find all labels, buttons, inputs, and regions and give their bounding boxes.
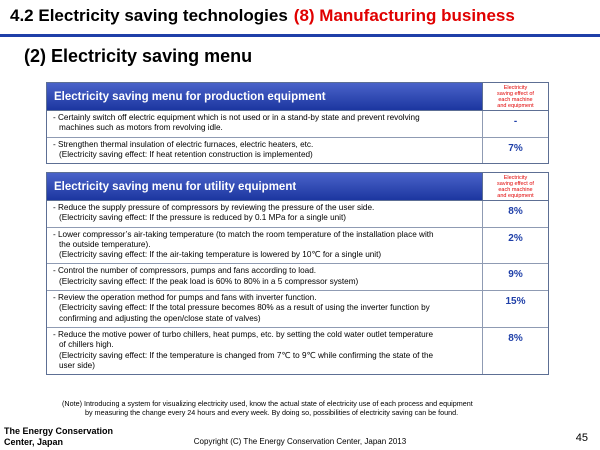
table-row <box>47 138 548 164</box>
row-text-line: (Electricity saving effect: If the pressure is reduced by 0.1 MPa for a single unit) <box>59 213 346 223</box>
row-text-line: the outside temperature). <box>59 239 151 249</box>
effect-value: 15% <box>482 291 548 327</box>
organization-line: Center, Japan <box>4 436 64 447</box>
effect-value: 8% <box>482 328 548 374</box>
table-row <box>47 111 548 138</box>
row-text-line: (Electricity saving effect: If the temperature is changed from 7℃ to 9℃ while confirming the state of the <box>59 350 434 360</box>
table-row <box>47 328 548 374</box>
utility-table <box>46 172 549 375</box>
effect-value: - <box>482 111 548 137</box>
title-underline <box>0 34 600 37</box>
footnote-line: (Note) Introducing a system for visualizing electricity used, know the actual state of electricity use of each process and equipment <box>62 399 473 408</box>
effect-value: 2% <box>482 228 548 264</box>
row-description <box>47 201 482 227</box>
utility-heading: Electricity saving menu for utility equipment <box>47 173 482 200</box>
effect-header-line: and equipment <box>497 192 534 199</box>
production-heading: Electricity saving menu for production equipment <box>47 83 482 110</box>
effect-column-header <box>482 83 548 110</box>
utility-table-header <box>47 173 548 201</box>
effect-header-line: and equipment <box>497 102 534 109</box>
effect-value: 8% <box>482 201 548 227</box>
table-row <box>47 228 548 265</box>
copyright-text: Copyright (C) The Energy Conservation Center, Japan 2013 <box>193 437 407 446</box>
row-description <box>47 328 482 374</box>
title-accent: (8) Manufacturing business <box>293 6 515 25</box>
table-row <box>47 264 548 291</box>
production-table-header <box>47 83 548 111</box>
row-description <box>47 111 482 137</box>
page-number: 45 <box>575 432 588 444</box>
row-text-line: (Electricity saving effect: If the peak load is 60% to 80% in a 5 compressor system) <box>59 276 359 286</box>
effect-header-line: saving effect of <box>497 180 534 187</box>
row-text-line: - Strengthen thermal insulation of electric furnaces, electric heaters, etc. <box>53 139 314 149</box>
row-text-line: (Electricity saving effect: If the total pressure becomes 80% as a result of using the inverter function by <box>59 303 430 313</box>
row-description <box>47 291 482 327</box>
row-text-line: - Reduce the supply pressure of compressors by reviewing the pressure of the user side. <box>53 203 375 212</box>
row-description <box>47 228 482 264</box>
footnote <box>62 400 572 417</box>
effect-header-line: each machine <box>498 186 533 193</box>
production-table <box>46 82 549 164</box>
row-text-line: - Certainly switch off electric equipment which is not used or in a stand-by state and prevent revolving <box>53 113 420 122</box>
row-text-line: (Electricity saving effect: If the air-taking temperature is lowered by 10℃ for a single unit) <box>59 250 382 260</box>
effect-header-line: saving effect of <box>497 90 534 97</box>
row-description <box>47 264 482 290</box>
row-text-line: confirming and adjusting the open/close state of valves) <box>59 313 261 323</box>
row-text-line: - Control the number of compressors, pumps and fans according to load. <box>53 266 317 276</box>
row-text-line: - Review the operation method for pumps and fans with inverter function. <box>53 293 317 303</box>
footnote-line: by measuring the change every 24 hours and every week. By doing so, possibilities of electricity saving can be found. <box>85 407 459 417</box>
row-text-line: - Lower compressor’s air-taking temperature (to match the room temperature of the installation place with <box>53 229 434 239</box>
row-text-line: of chillers high. <box>59 340 114 350</box>
title-main: 4.2 Electricity saving technologies <box>10 6 288 25</box>
section-subtitle: (2) Electricity saving menu <box>24 46 253 66</box>
effect-header-line: each machine <box>498 96 533 103</box>
effect-header-line: Electricity <box>503 84 528 91</box>
row-text-line: machines such as motors from revolving idle. <box>59 123 223 133</box>
effect-value: 7% <box>482 138 548 164</box>
title-bar <box>0 0 600 37</box>
row-text-line: user side) <box>59 360 95 370</box>
page-title <box>10 6 515 26</box>
table-row <box>47 291 548 328</box>
row-text-line: (Electricity saving effect: If heat retention construction is implemented) <box>59 149 313 159</box>
row-text-line: - Reduce the motive power of turbo chillers, heat pumps, etc. by setting the cold water outlet temperature <box>53 329 434 339</box>
effect-value: 9% <box>482 264 548 290</box>
row-description <box>47 138 482 164</box>
table-row <box>47 201 548 228</box>
effect-header-line: Electricity <box>503 174 528 181</box>
organization-line: The Energy Conservation <box>4 426 114 436</box>
effect-column-header <box>482 173 548 200</box>
